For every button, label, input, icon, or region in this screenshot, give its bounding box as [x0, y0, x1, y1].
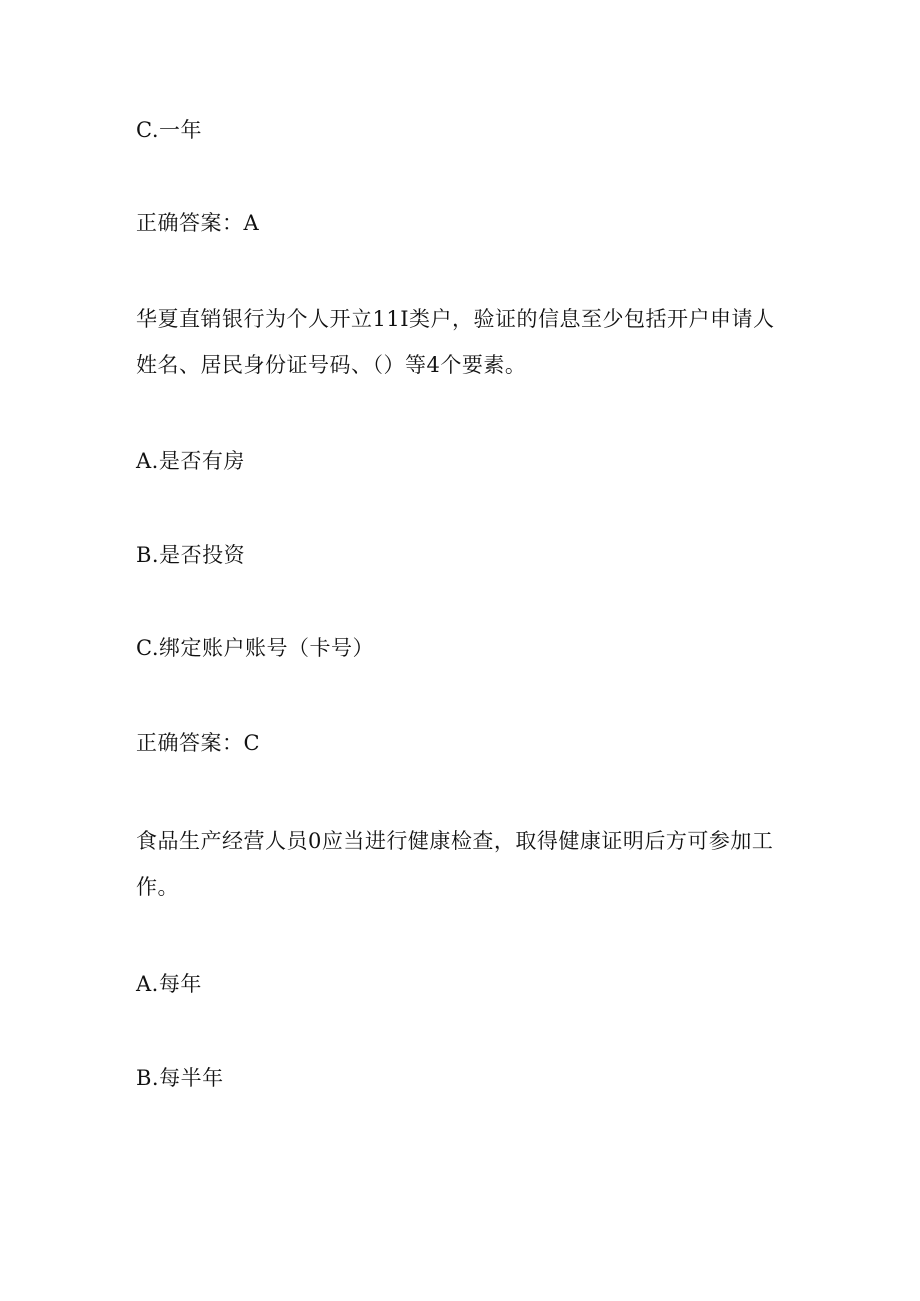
- option-a-house: A.是否有房: [136, 449, 245, 473]
- option-c-bound-account: C.绑定账户账号（卡号）: [136, 636, 374, 660]
- option-c-one-year: C.一年: [136, 118, 202, 142]
- option-a-yearly: A.每年: [136, 972, 202, 996]
- question-huaxia-account: 华夏直销银行为个人开立11I类户，验证的信息至少包括开户申请人姓名、居民身份证号码、（）等4个要素。: [136, 307, 775, 377]
- option-b-investment: B.是否投资: [136, 543, 246, 567]
- option-b-half-yearly: B.每半年: [136, 1066, 224, 1090]
- question-food-workers: 食品生产经营人员0应当进行健康检查，取得健康证明后方可参加工作。: [136, 829, 774, 899]
- correct-answer-2: 正确答案：C: [136, 731, 261, 755]
- correct-answer-1: 正确答案：A: [136, 211, 260, 235]
